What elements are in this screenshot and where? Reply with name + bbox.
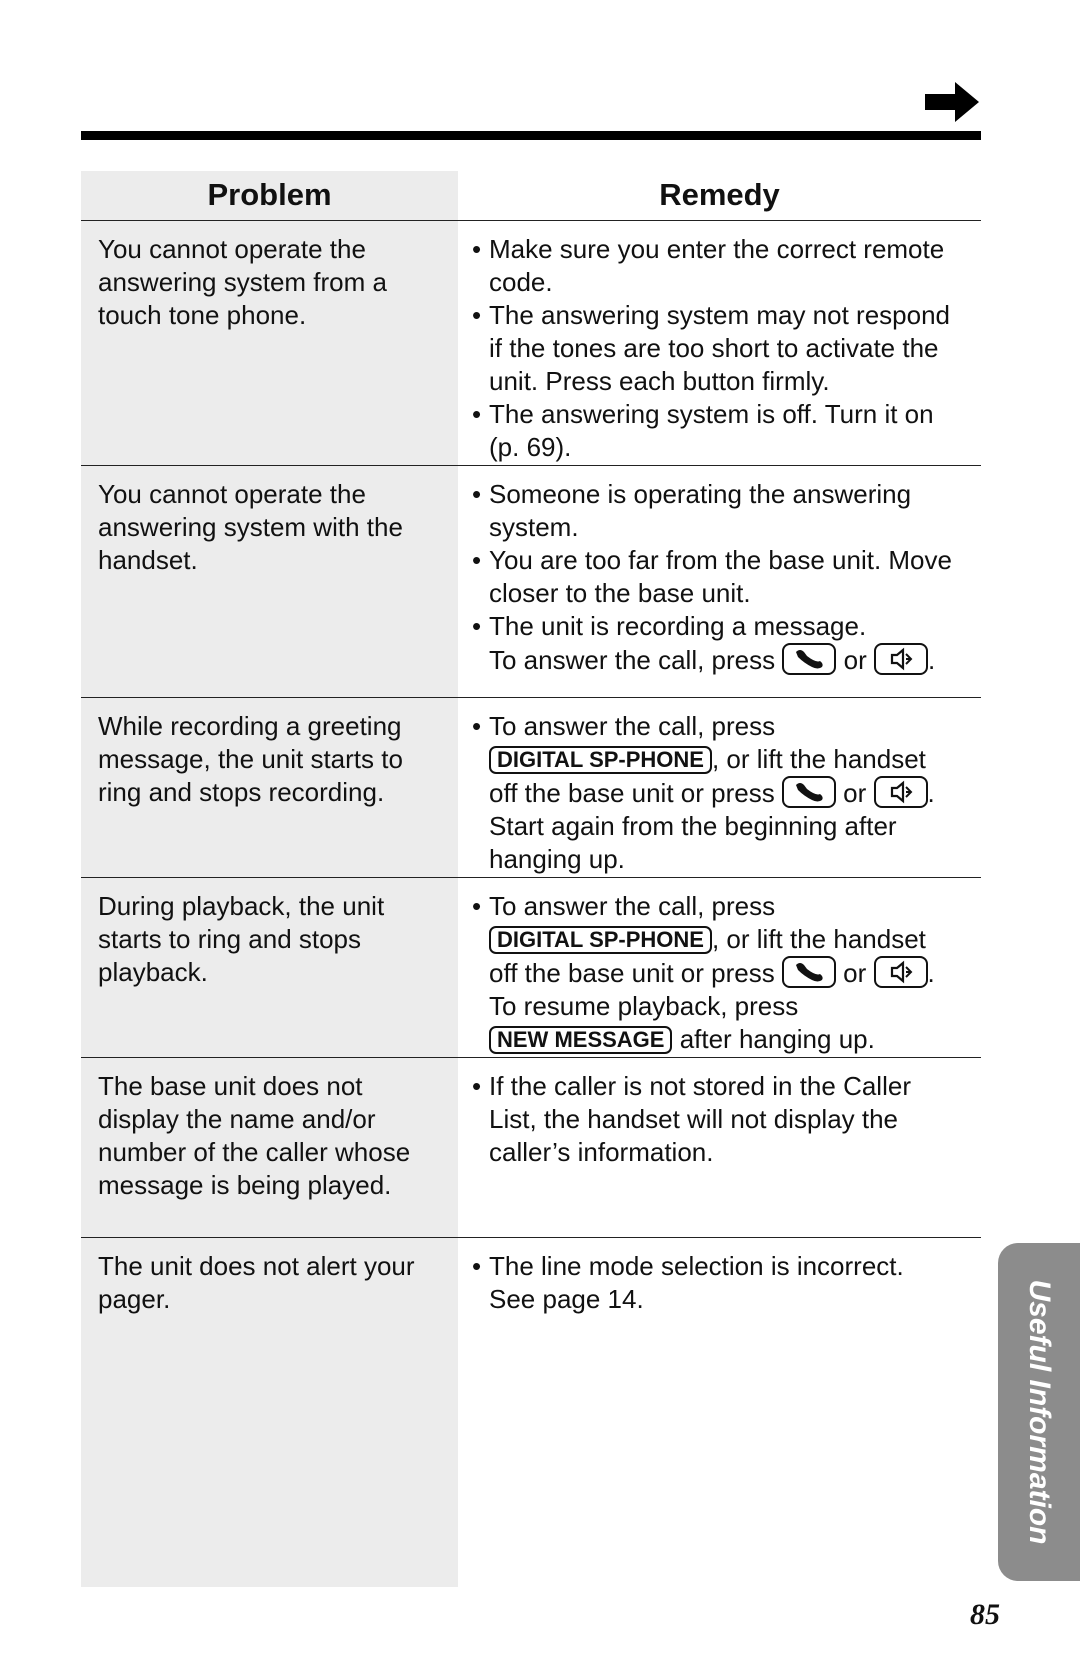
section-tab-label: Useful Information xyxy=(1023,1279,1056,1545)
page-number: 85 xyxy=(970,1598,1000,1631)
remedy-item: • If the caller is not stored in the Caller List, the handset will not display the caller’s information. xyxy=(472,1071,911,1167)
digital-sp-phone-key: DIGITAL SP-PHONE xyxy=(489,746,712,774)
remedy-cell xyxy=(472,1250,977,1316)
top-rule xyxy=(81,131,981,140)
remedy-cell xyxy=(472,233,977,464)
remedy-cell xyxy=(472,478,977,677)
table-header xyxy=(81,171,981,221)
remedy-item: • The answering system may not respond if the tones are too short to activate the unit. Press each button firmly. xyxy=(472,300,950,396)
talk-button-icon xyxy=(782,643,836,675)
talk-button-icon xyxy=(782,956,836,988)
remedy-item: • Someone is operating the answering system. xyxy=(472,479,912,542)
section-tab xyxy=(998,1243,1080,1581)
speakerphone-button-icon xyxy=(874,643,928,675)
remedy-item: • The answering system is off. Turn it on (p. 69). xyxy=(472,399,934,462)
remedy-item: • The line mode selection is incorrect. See page 14. xyxy=(472,1251,904,1314)
problem-cell: While recording a greeting message, the unit starts to ring and stops recording. xyxy=(98,711,403,807)
remedy-item: • Make sure you enter the correct remote code. xyxy=(472,234,945,297)
table-row xyxy=(81,878,981,1058)
new-message-key: NEW MESSAGE xyxy=(489,1026,672,1054)
remedy-cell xyxy=(472,890,977,1056)
table-row xyxy=(81,698,981,878)
remedy-item: • The unit is recording a message. To answer the call, press or . xyxy=(472,611,936,675)
digital-sp-phone-key: DIGITAL SP-PHONE xyxy=(489,926,712,954)
problem-header: Problem xyxy=(207,177,332,212)
remedy-cell xyxy=(472,710,977,876)
table-row xyxy=(81,221,981,466)
speakerphone-button-icon xyxy=(874,776,928,808)
talk-button-icon xyxy=(782,776,836,808)
speakerphone-button-icon xyxy=(874,956,928,988)
problem-cell: You cannot operate the answering system from a touch tone phone. xyxy=(98,234,387,330)
remedy-item: • You are too far from the base unit. Move closer to the base unit. xyxy=(472,545,952,608)
problem-cell: The base unit does not display the name and/or number of the caller whose message is being played. xyxy=(98,1071,411,1200)
problem-cell: During playback, the unit starts to ring and stops playback. xyxy=(98,891,385,987)
table-row xyxy=(81,1238,981,1587)
table-row xyxy=(81,466,981,698)
troubleshooting-table xyxy=(81,171,981,1587)
problem-cell: The unit does not alert your pager. xyxy=(98,1251,415,1314)
remedy-cell xyxy=(472,1070,977,1169)
continue-arrow-icon xyxy=(925,82,981,122)
remedy-item: • To answer the call, press DIGITAL SP-PHONE , or lift the handset off the base unit or press or . To resume playback, press NEW MESSAGE after hanging up. xyxy=(472,891,935,1054)
remedy-header: Remedy xyxy=(659,177,780,212)
problem-cell: You cannot operate the answering system with the handset. xyxy=(98,479,403,575)
table-row xyxy=(81,1058,981,1238)
remedy-item: • To answer the call, press DIGITAL SP-PHONE , or lift the handset off the base unit or press or . Start again from the beginning after hanging up. xyxy=(472,711,935,874)
